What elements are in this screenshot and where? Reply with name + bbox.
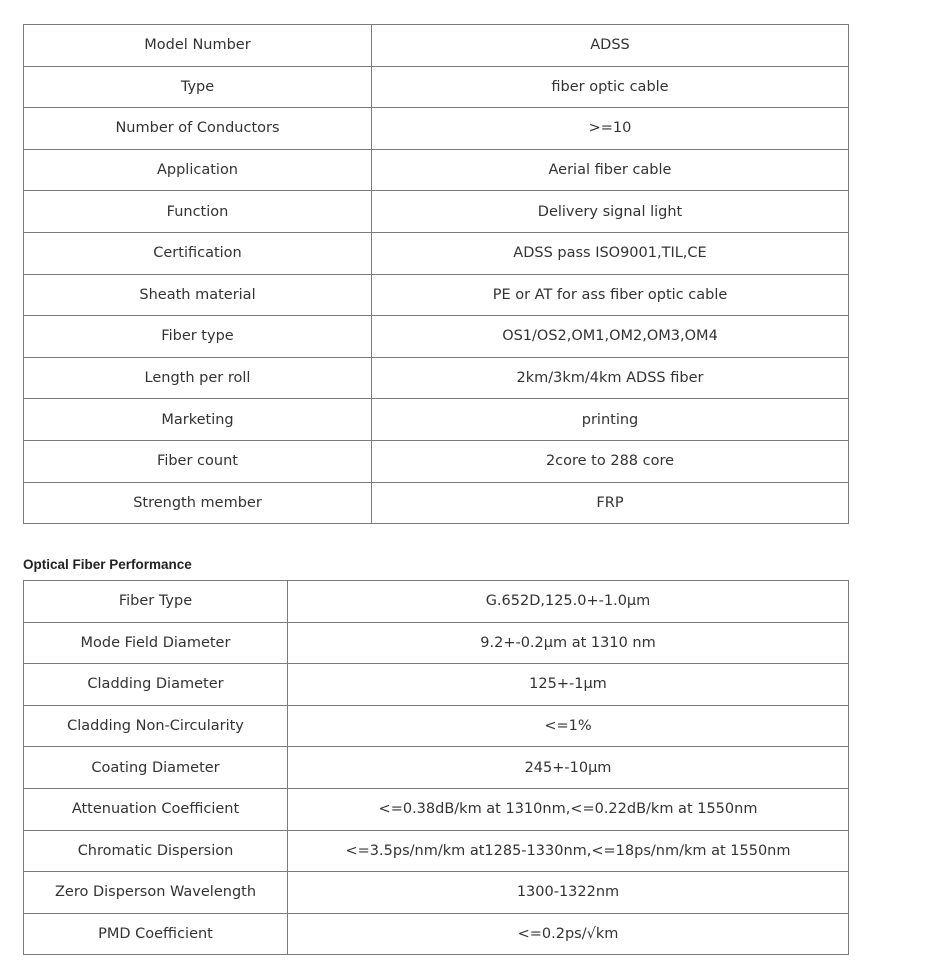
spec-value: printing: [372, 399, 849, 441]
performance-label: PMD Coefficient: [24, 913, 288, 955]
table-row: [24, 872, 849, 914]
performance-value: 125+-1μm: [288, 664, 849, 706]
performance-label: Zero Disperson Wavelength: [24, 872, 288, 914]
performance-value: 245+-10μm: [288, 747, 849, 789]
table-row: [24, 913, 849, 955]
performance-label: Attenuation Coefficient: [24, 788, 288, 830]
table-row: [24, 622, 849, 664]
table-row: [24, 357, 849, 399]
performance-value: <=0.38dB/km at 1310nm,<=0.22dB/km at 1550nm: [288, 788, 849, 830]
table-row: [24, 274, 849, 316]
table-row: [24, 108, 849, 150]
performance-table-body: [24, 581, 849, 955]
spec-table: [23, 24, 849, 524]
performance-label: Cladding Diameter: [24, 664, 288, 706]
table-row: [24, 482, 849, 524]
spec-value: ADSS: [372, 25, 849, 67]
table-row: [24, 581, 849, 623]
spec-label: Fiber type: [24, 316, 372, 358]
table-row: [24, 232, 849, 274]
section-title: Optical Fiber Performance: [23, 557, 192, 572]
spec-label: Marketing: [24, 399, 372, 441]
spec-label: Length per roll: [24, 357, 372, 399]
table-row: [24, 440, 849, 482]
spec-value: 2km/3km/4km ADSS fiber: [372, 357, 849, 399]
spec-value: fiber optic cable: [372, 66, 849, 108]
spec-label: Sheath material: [24, 274, 372, 316]
table-row: [24, 66, 849, 108]
table-row: [24, 399, 849, 441]
table-row: [24, 705, 849, 747]
table-row: [24, 316, 849, 358]
table-row: [24, 830, 849, 872]
spec-value: 2core to 288 core: [372, 440, 849, 482]
spec-value: ADSS pass ISO9001,TIL,CE: [372, 232, 849, 274]
table-row: [24, 25, 849, 67]
spec-value: Aerial fiber cable: [372, 149, 849, 191]
performance-value: <=0.2ps/√km: [288, 913, 849, 955]
spec-value: FRP: [372, 482, 849, 524]
table-row: [24, 664, 849, 706]
performance-value: G.652D,125.0+-1.0μm: [288, 581, 849, 623]
spec-label: Certification: [24, 232, 372, 274]
spec-value: PE or AT for ass fiber optic cable: [372, 274, 849, 316]
performance-value: <=3.5ps/nm/km at1285-1330nm,<=18ps/nm/km at 1550nm: [288, 830, 849, 872]
table-row: [24, 747, 849, 789]
spec-label: Function: [24, 191, 372, 233]
performance-label: Mode Field Diameter: [24, 622, 288, 664]
performance-value: <=1%: [288, 705, 849, 747]
performance-label: Cladding Non-Circularity: [24, 705, 288, 747]
performance-label: Chromatic Dispersion: [24, 830, 288, 872]
spec-value: OS1/OS2,OM1,OM2,OM3,OM4: [372, 316, 849, 358]
spec-value: >=10: [372, 108, 849, 150]
performance-value: 9.2+-0.2μm at 1310 nm: [288, 622, 849, 664]
performance-label: Coating Diameter: [24, 747, 288, 789]
spec-label: Type: [24, 66, 372, 108]
spec-label: Application: [24, 149, 372, 191]
performance-label: Fiber Type: [24, 581, 288, 623]
spec-label: Model Number: [24, 25, 372, 67]
table-row: [24, 191, 849, 233]
spec-value: Delivery signal light: [372, 191, 849, 233]
performance-table: [23, 580, 849, 955]
table-row: [24, 788, 849, 830]
table-row: [24, 149, 849, 191]
spec-label: Number of Conductors: [24, 108, 372, 150]
performance-value: 1300-1322nm: [288, 872, 849, 914]
spec-label: Strength member: [24, 482, 372, 524]
spec-table-body: [24, 25, 849, 524]
spec-label: Fiber count: [24, 440, 372, 482]
